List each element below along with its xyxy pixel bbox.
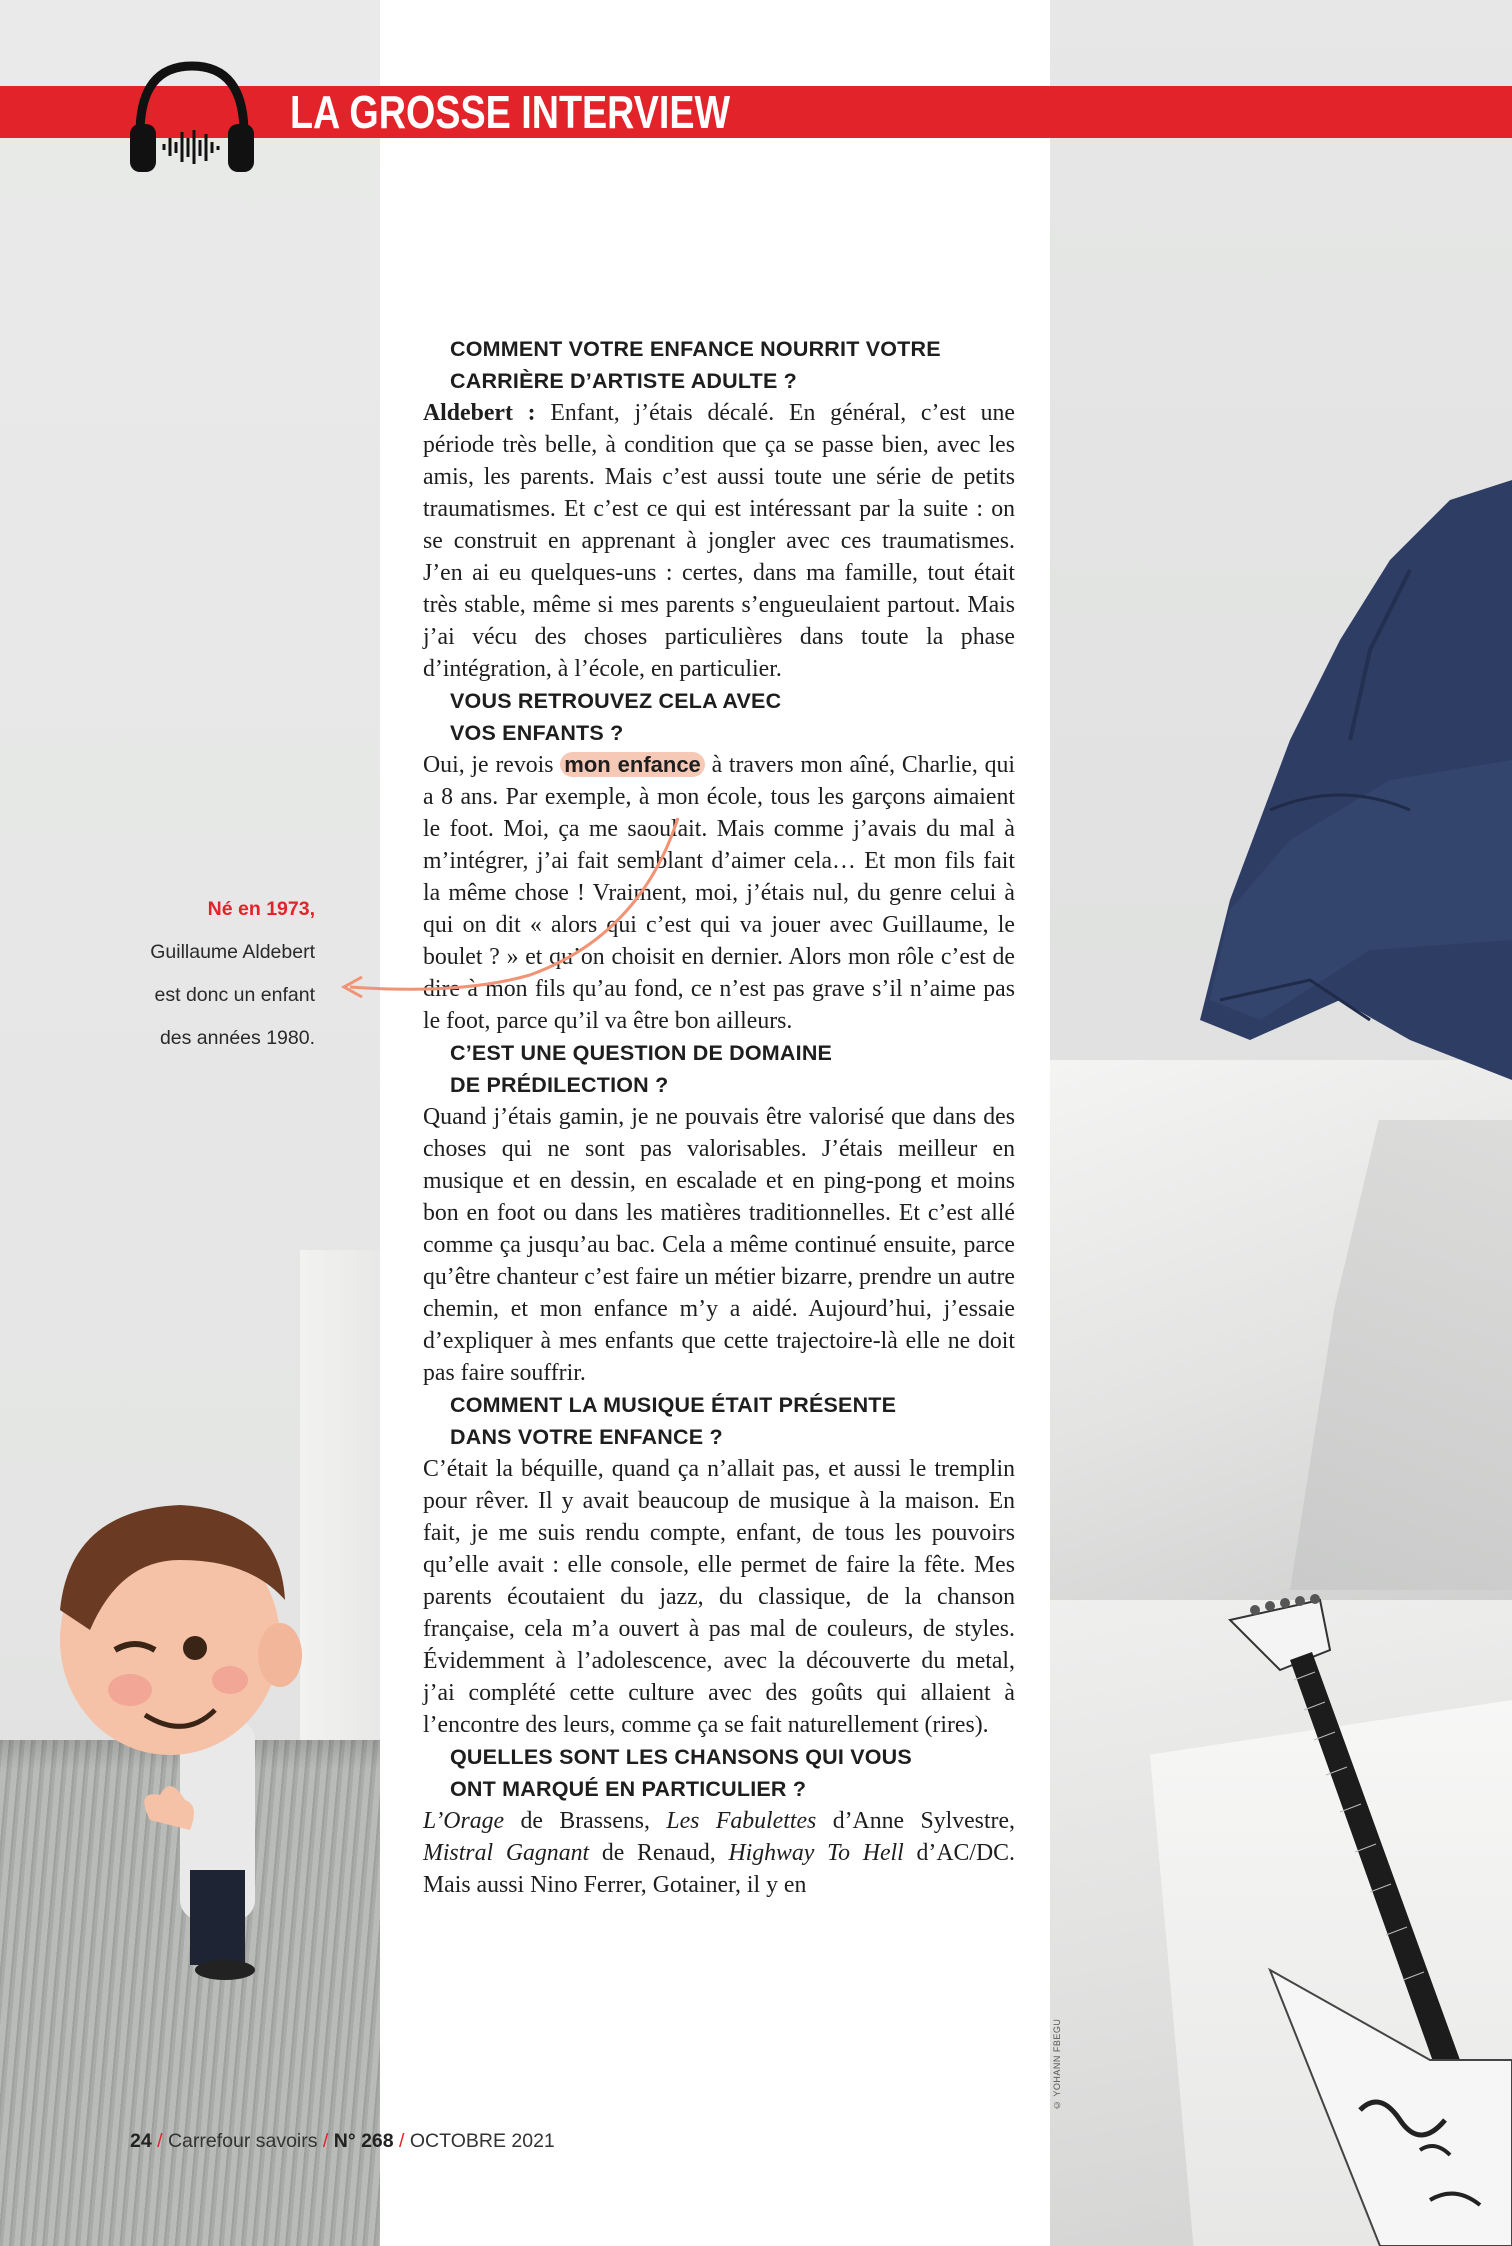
question-line: CARRIÈRE D’ARTISTE ADULTE ?: [450, 369, 798, 393]
cartoon-character-illustration: [30, 1490, 330, 1990]
song-title: L’Orage: [423, 1808, 505, 1834]
question-heading: [423, 1037, 1015, 1101]
headphones-icon: [126, 58, 258, 176]
question-line: DANS VOTRE ENFANCE ?: [450, 1425, 723, 1449]
footer-separator: /: [151, 2130, 168, 2152]
answer-paragraph: Quand j’étais gamin, je ne pouvais être valorisé que dans des choses qui ne sont pas valorisables. J’étais meilleur en musique et en dessin, en escalade et en ping-pong et moins bon en foot ou dans les matières traditionnelles. Et c’est allé comme ça jusqu’au bac. Cela a même continué ensuite, parce qu’être chanteur c’est faire un métier bizarre, prendre un autre chemin, et mon enfance m’y a aidé. Aujourd’hui, j’essaie d’expliquer à mes enfants que cette trajectoire-là elle ne doit pas faire souffrir.: [423, 1104, 1015, 1386]
question-line: VOS ENFANTS ?: [450, 721, 624, 745]
answer-text: Enfant, j’étais décalé. En général, c’est une période très belle, à condition que ça se passe bien, avec les amis, les parents. Mais c’est aussi toute une série de petits traumatismes. Et c’est ce qui est intéressant par la suite : on se construit en apprenant à jongler avec ces traumatismes. J’en ai eu quelques-uns : certes, dans ma famille, tout était très stable, même si mes parents s’engueulaient partout. Mais j’ai vécu des choses particulières dans toute la phase d’intégration, à l’école, en particulier.: [423, 400, 1015, 682]
footer-separator: /: [317, 2130, 334, 2152]
question-line: QUELLES SONT LES CHANSONS QUI VOUS: [450, 1745, 912, 1769]
interview-article: [423, 333, 1015, 1901]
song-title: Les Fabulettes: [666, 1808, 817, 1834]
question-heading: [423, 1741, 1015, 1805]
highlighted-phrase: mon enfance: [560, 752, 705, 777]
annotation-arrow: [310, 815, 690, 1015]
question-heading: [423, 685, 1015, 749]
speaker-name: Aldebert :: [423, 400, 536, 426]
answer-text: d’AC/DC. Mais aussi Nino Ferrer, Gotainer, il y en: [423, 1840, 1016, 1898]
issue-number: N° 268: [333, 2130, 394, 2152]
answer-paragraph: C’était la béquille, quand ça n’allait pas, et aussi le tremplin pour rêver. Il y avait beaucoup de musique à la maison. En fait, je me suis rendu compte, enfant, de tous les pouvoirs qu’elle avait : elle console, elle permet de faire la fête. Mes parents écoutaient du jazz, du classique, de la chanson française, cela m’a ouvert à pas mal de couleurs, de styles. Évidemment à l’adolescence, avec la découverte du metal, j’ai complété cette culture avec des goûts qui allaient à l’encontre des leurs, comme ça se fait naturellement (rires).: [423, 1456, 1015, 1738]
question-line: COMMENT VOTRE ENFANCE NOURRIT VOTRE: [450, 337, 941, 361]
song-title: Highway To Hell: [728, 1840, 904, 1866]
answer-text: Oui, je revois: [423, 752, 561, 778]
magazine-name: Carrefour savoirs: [167, 2130, 318, 2152]
song-title: Mistral Gagnant: [423, 1840, 590, 1866]
section-title: LA GROSSE INTERVIEW: [290, 86, 731, 138]
question-line: COMMENT LA MUSIQUE ÉTAIT PRÉSENTE: [450, 1393, 897, 1417]
question-line: DE PRÉDILECTION ?: [450, 1073, 669, 1097]
side-note-title: Né en 1973,: [207, 898, 315, 920]
answer-text: de Brassens,: [504, 1808, 667, 1834]
photo-suited-person: [1110, 480, 1512, 1120]
footer-separator: /: [393, 2130, 410, 2152]
photo-electric-guitar: [1200, 1590, 1512, 2246]
answer-paragraph: [423, 1805, 1015, 1901]
side-note-line: Guillaume Aldebert: [150, 941, 315, 963]
issue-date: OCTOBRE 2021: [409, 2130, 555, 2152]
answer-text: à travers mon aîné, Charlie, qui a 8 ans. Par exemple, à mon école, tous les garçons aimaient le foot. Moi, ça me saoulait. Mais comme j’avais du mal à m’intégrer, j’ai fait semblant d’aimer cela… Et mon fils fait la même chose ! Vraiment, moi, j’étais nul, du genre celui à qui on dit « alors qui c’est qui va jouer avec Guillaume, le boulet ? » et qu’on choisit en dernier. Alors mon rôle c’est de dire à mon fils qu’au fond, ce n’est pas grave s’il n’aime pas le foot, parce qu’il va être bon ailleurs.: [423, 752, 1015, 1034]
page-footer: [130, 2126, 555, 2156]
answer-paragraph: [423, 397, 1015, 685]
question-line: ONT MARQUÉ EN PARTICULIER ?: [450, 1777, 807, 1801]
side-note-line: est donc un enfant: [154, 984, 315, 1006]
question-line: C’EST UNE QUESTION DE DOMAINE: [450, 1041, 833, 1065]
question-heading: [423, 1389, 1015, 1453]
question-line: VOUS RETROUVEZ CELA AVEC: [450, 689, 782, 713]
page-number: 24: [130, 2130, 152, 2152]
photo-credit: © YOHANN FBEGU: [1052, 2018, 1062, 2110]
question-heading: [423, 333, 1015, 397]
answer-text: d’Anne Sylvestre,: [816, 1808, 1015, 1834]
side-note: [100, 888, 315, 1060]
answer-text: de Renaud,: [589, 1840, 729, 1866]
side-note-line: des années 1980.: [159, 1027, 315, 1049]
